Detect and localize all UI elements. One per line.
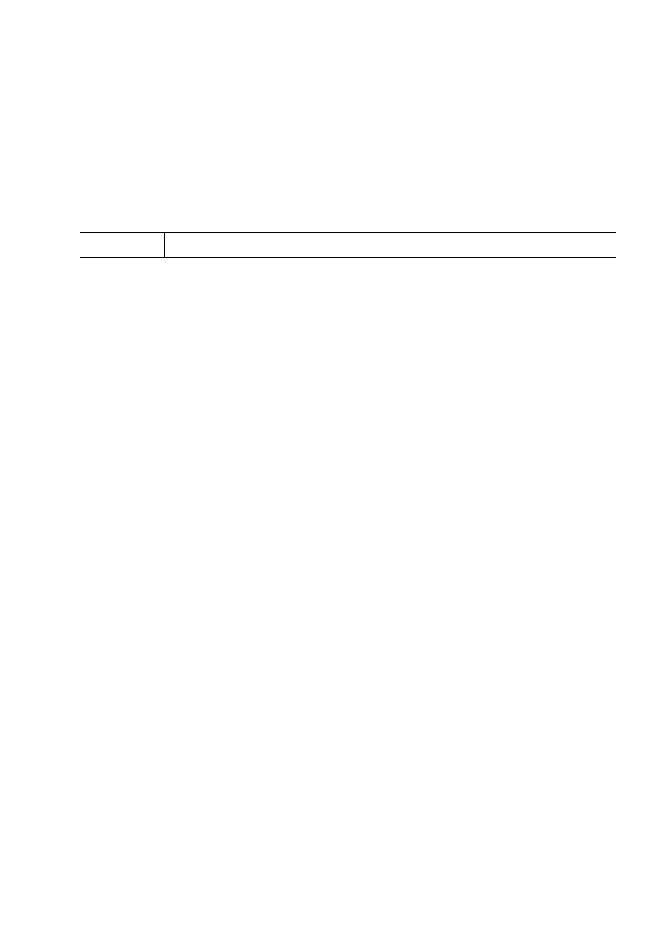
chromaticity-chart — [150, 436, 520, 658]
header-color — [80, 233, 165, 258]
chromaticity-table — [80, 232, 616, 258]
header-coordinates — [165, 233, 617, 258]
